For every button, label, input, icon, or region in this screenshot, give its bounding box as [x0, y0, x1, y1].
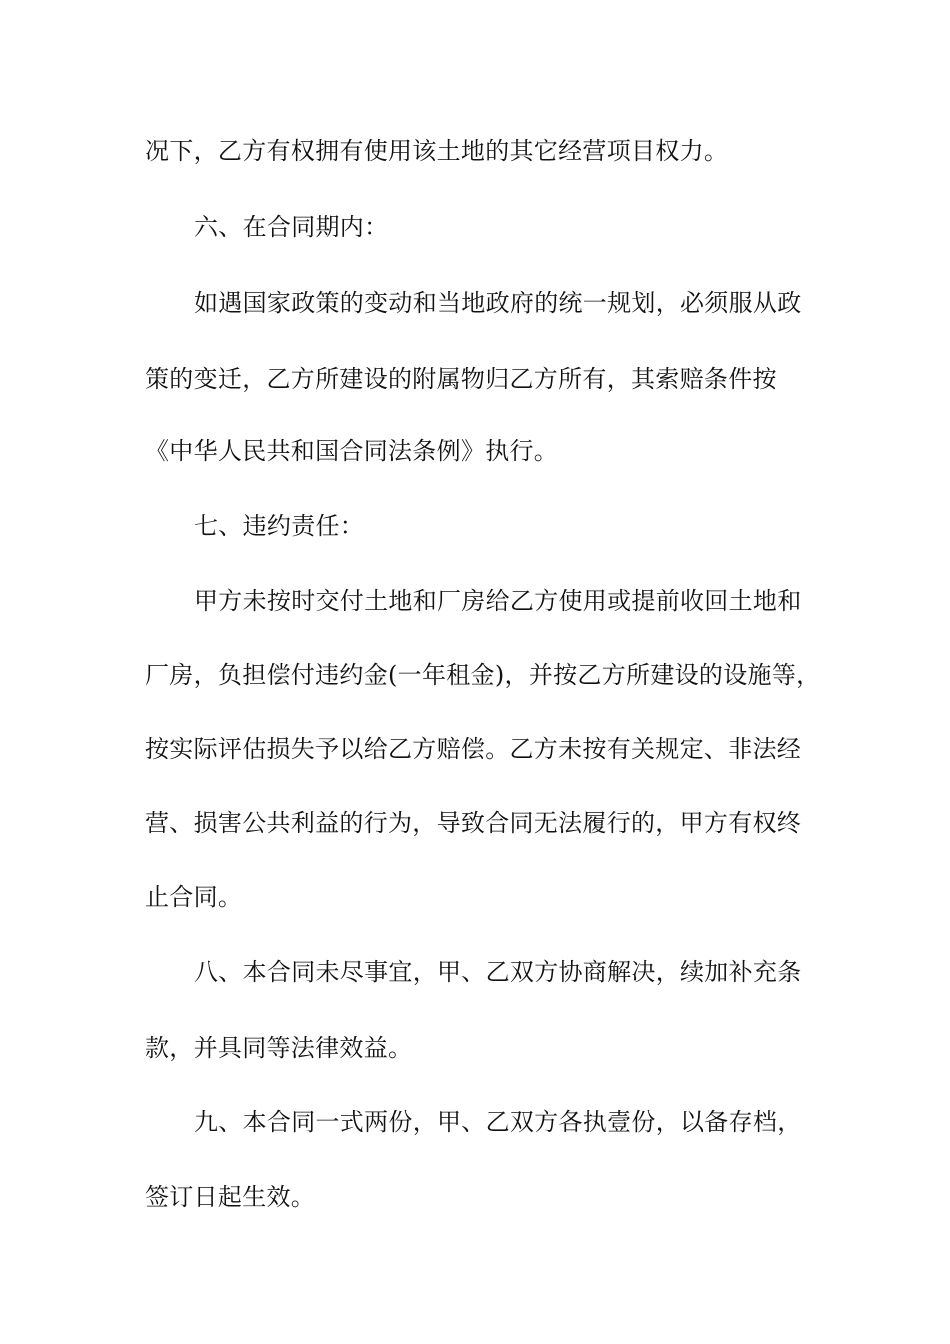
paragraph-line: 款，并具同等法律效益。	[145, 1034, 413, 1062]
paragraph-line: 签订日起生效。	[145, 1183, 316, 1211]
paragraph-line: 甲方未按时交付土地和厂房给乙方使用或提前收回土地和	[194, 587, 802, 615]
paragraph-line: 《中华人民共和国合同法条例》执行。	[145, 437, 559, 465]
paragraph-line: 厂房，负担偿付违约金(一年租金)，并按乙方所建设的设施等，	[145, 661, 821, 689]
paragraph-line: 策的变迁，乙方所建设的附属物归乙方所有，其索赔条件按	[145, 365, 777, 393]
section-nine-line: 九、本合同一式两份，甲、乙双方各执壹份，以备存档，	[194, 1108, 802, 1136]
paragraph-line: 况下，乙方有权拥有使用该土地的其它经营项目权力。	[145, 137, 729, 165]
section-heading-six: 六、在合同期内：	[194, 213, 389, 241]
paragraph-line: 按实际评估损失予以给乙方赔偿。乙方未按有关规定、非法经	[145, 735, 802, 763]
paragraph-line: 止合同。	[145, 883, 243, 911]
paragraph-line: 如遇国家政策的变动和当地政府的统一规划，必须服从政	[194, 289, 802, 317]
paragraph-line: 营、损害公共利益的行为，导致合同无法履行的，甲方有权终	[145, 809, 802, 837]
section-heading-seven: 七、违约责任：	[194, 512, 365, 540]
section-eight-line: 八、本合同未尽事宜，甲、乙双方协商解决，续加补充条	[194, 958, 802, 986]
